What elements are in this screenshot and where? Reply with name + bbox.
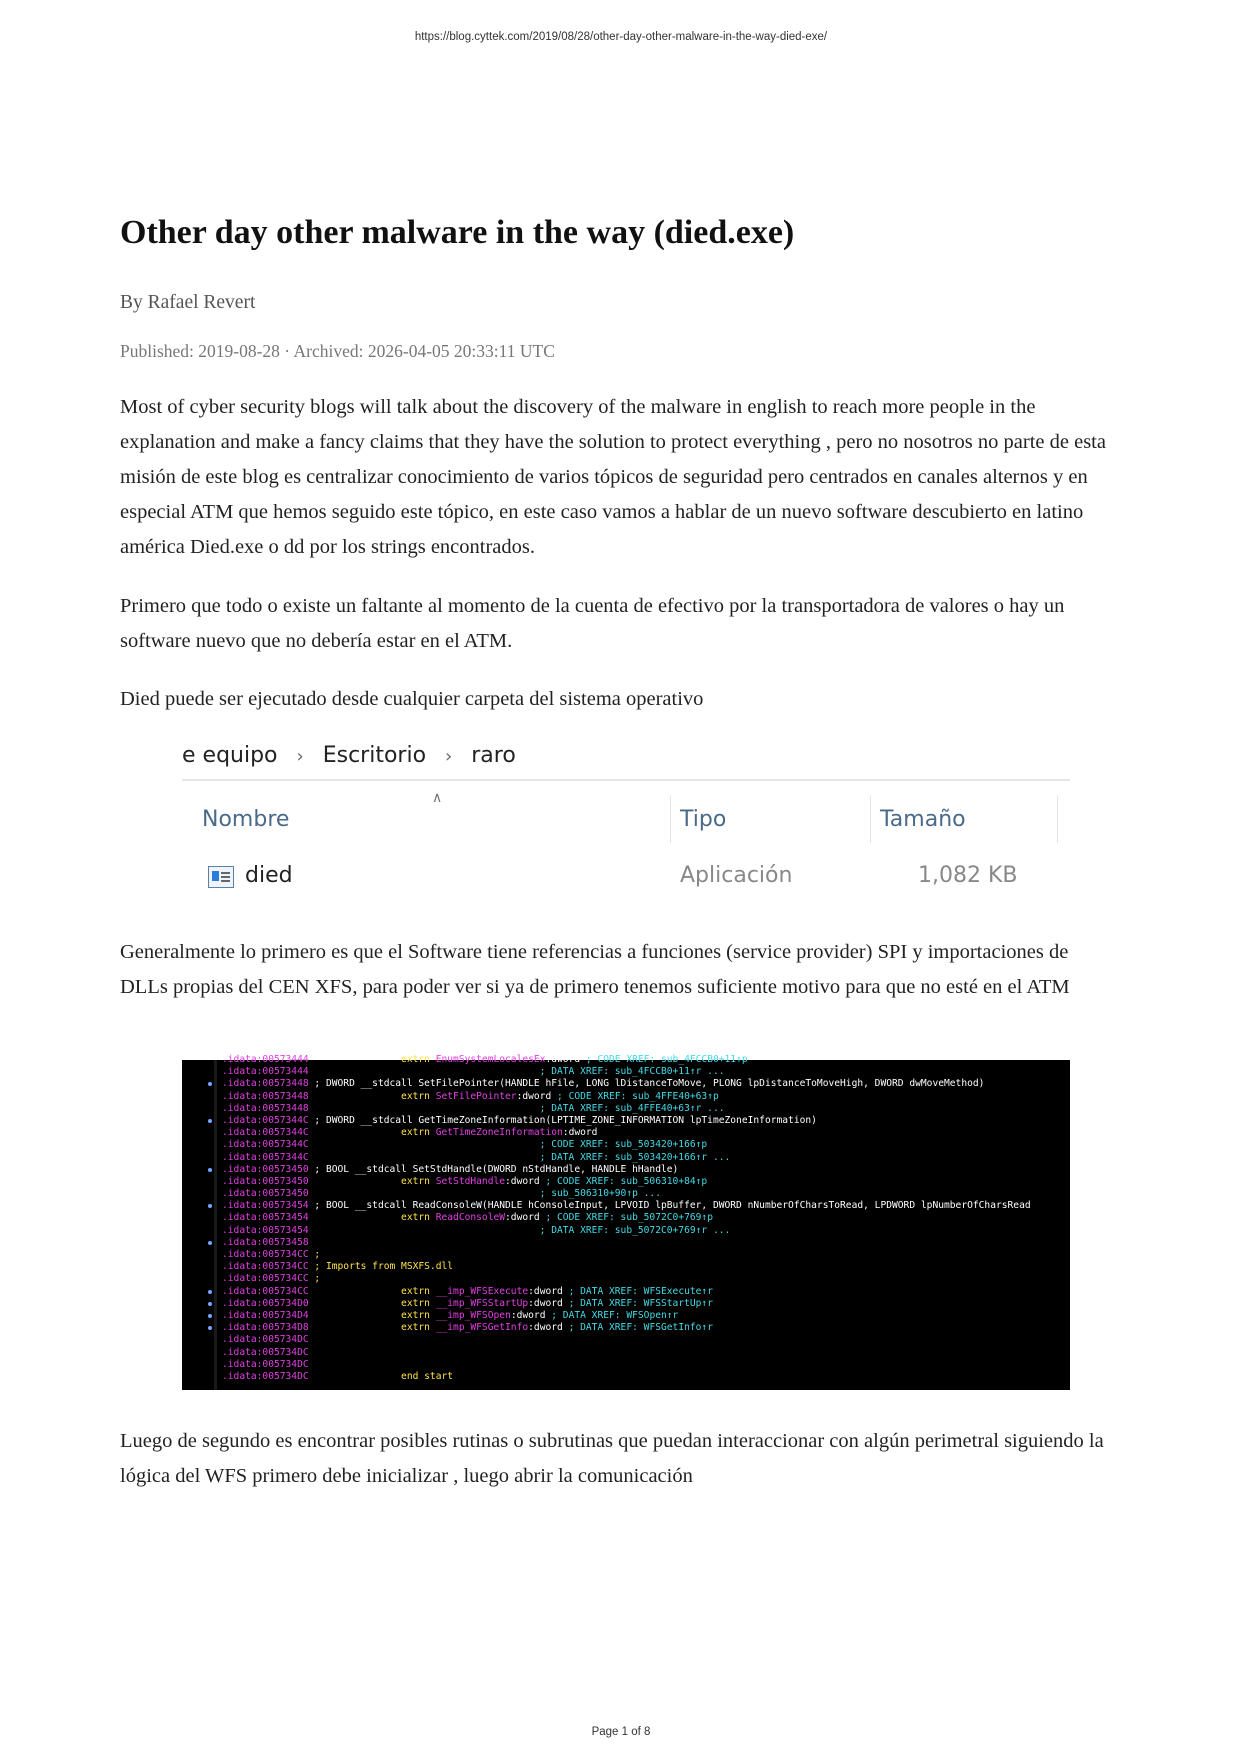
line-text: ; [308, 1249, 321, 1260]
column-divider [870, 795, 871, 843]
line-address: .idata:005734CC [222, 1249, 309, 1260]
disassembly-line [222, 1176, 1031, 1188]
page-url: https://blog.cyttek.com/2019/08/28/other-day-other-malware-in-the-way-died-exe/ [414, 31, 828, 43]
line-address: .idata:005734D0 [222, 1297, 309, 1309]
breadcrumb [182, 743, 516, 768]
disassembly-line [222, 1261, 1031, 1273]
listing-gutter [182, 1060, 217, 1390]
article-title: Other day other malware in the way (died.exe) [120, 214, 795, 251]
line-text: :dword [528, 1322, 569, 1334]
line-text: ; CODE XREF: sub_5072C0+769↑p [545, 1212, 713, 1224]
disassembly-line [222, 1054, 1031, 1066]
line-text: :dword [528, 1285, 569, 1297]
line-text: EnumSystemLocalesEx [435, 1054, 546, 1065]
line-text: GetTimeZoneInformation [435, 1127, 563, 1139]
line-text: ; DATA XREF: sub_4FFE40+63↑r ... [308, 1102, 725, 1114]
page-footer: Page 1 of 8 [591, 1726, 651, 1738]
bullet-marker-icon [208, 1326, 212, 1330]
line-text: :dword [516, 1090, 558, 1102]
bullet-marker-icon [208, 1302, 212, 1306]
line-text: :dword [510, 1309, 552, 1321]
line-text: extrn [308, 1054, 436, 1065]
file-type: Aplicación [680, 863, 793, 888]
disassembly-line [222, 1273, 1031, 1285]
bullet-marker-icon [208, 1204, 212, 1208]
line-text: ; DWORD __stdcall SetFilePointer(HANDLE hFile, LONG lDistanceToMove, PLONG lpDistanceToMoveHigh, DWORD dwMoveMethod) [308, 1078, 985, 1090]
line-text: extrn [308, 1127, 436, 1139]
bullet-marker-icon [208, 1082, 212, 1086]
column-header-name[interactable]: Nombre [202, 807, 290, 832]
paragraph-died: Died puede ser ejecutado desde cualquier carpeta del sistema operativo [120, 688, 704, 710]
paragraph-xfs: Generalmente lo primero es que el Software tiene referencias a funciones (service provider) SPI y importaciones de DLLs propias del CEN XFS, para poder ver si ya de primero tenemos suficiente motivo para que no esté en el ATM [120, 941, 1070, 998]
column-divider [1057, 795, 1058, 843]
line-address: .idata:00573448 [222, 1078, 309, 1090]
article-byline: By Rafael Revert [120, 292, 256, 313]
line-address: .idata:00573450 [222, 1188, 309, 1200]
line-address: .idata:00573454 [222, 1224, 309, 1236]
column-header-size[interactable]: Tamaño [880, 807, 966, 832]
disassembly-line [222, 1139, 1031, 1151]
line-text: ; DWORD __stdcall GetTimeZoneInformation(LPTIME_ZONE_INFORMATION lpTimeZoneInformation) [308, 1114, 817, 1126]
line-address: .idata:00573450 [222, 1175, 309, 1187]
line-address: .idata:00573448 [222, 1102, 309, 1114]
line-text: extrn [308, 1212, 436, 1224]
line-text: ; DATA XREF: sub_5072C0+769↑r ... [308, 1224, 731, 1236]
column-divider [670, 795, 671, 843]
ida-disassembly-screenshot [182, 1054, 1070, 1390]
disassembly-line [222, 1127, 1031, 1139]
line-address: .idata:005734DC [222, 1358, 309, 1370]
disassembly-line [222, 1298, 1031, 1310]
bullet-marker-icon [208, 1241, 212, 1245]
disassembly-line [222, 1334, 1031, 1346]
line-address: .idata:00573454 [222, 1200, 309, 1212]
line-text: __imp_WFSGetInfo [435, 1322, 529, 1334]
line-address: .idata:005734DC [222, 1346, 309, 1358]
line-text: extrn [308, 1309, 436, 1321]
line-text: ; CODE XREF: sub_4FCCB0+11↑p [585, 1054, 748, 1065]
line-text: SetFilePointer [435, 1090, 517, 1102]
line-text: ; DATA XREF: WFSStartUp↑r [568, 1297, 713, 1309]
disassembly-lines [222, 1054, 1031, 1383]
line-text: ReadConsoleW [435, 1212, 506, 1224]
line-address: .idata:00573458 [222, 1236, 309, 1248]
line-address: .idata:00573448 [222, 1090, 309, 1102]
line-text: :dword [545, 1054, 586, 1065]
line-address: .idata:00573450 [222, 1163, 309, 1175]
line-text: extrn [308, 1090, 436, 1102]
line-text: :dword [528, 1297, 569, 1309]
line-text: ; DATA XREF: WFSExecute↑r [568, 1285, 713, 1297]
line-text: :dword [505, 1212, 546, 1224]
chevron-right-icon: › [296, 746, 304, 767]
line-address: .idata:005734D4 [222, 1309, 309, 1321]
line-text: ; CODE XREF: sub_506310+84↑p [545, 1175, 708, 1187]
disassembly-line [222, 1103, 1031, 1115]
line-text: end start [308, 1370, 454, 1382]
line-text: ; DATA XREF: sub_4FCCB0+11↑r ... [308, 1066, 725, 1078]
disassembly-line [222, 1310, 1031, 1322]
file-name[interactable]: died [245, 863, 293, 888]
paragraph-routines: Luego de segundo es encontrar posibles rutinas o subrutinas que puedan interaccionar con algún perimetral siguiendo la lógica del WFS primero debe inicializar , luego abrir la comunicación [120, 1430, 1104, 1487]
breadcrumb-item[interactable]: raro [471, 743, 516, 768]
line-text: extrn [308, 1297, 436, 1309]
line-address: .idata:005734DC [222, 1370, 309, 1382]
disassembly-line [222, 1078, 1031, 1090]
file-size: 1,082 KB [918, 863, 1018, 888]
chevron-right-icon: › [445, 746, 453, 767]
line-address: .idata:005734CC [222, 1273, 309, 1285]
line-text: ; CODE XREF: sub_503420+166↑p [308, 1139, 708, 1151]
disassembly-line [222, 1091, 1031, 1103]
disassembly-line [222, 1359, 1031, 1371]
line-address: .idata:0057344C [222, 1114, 309, 1126]
line-text: __imp_WFSExecute [435, 1285, 529, 1297]
line-text: :dword [562, 1127, 598, 1139]
disassembly-line [222, 1212, 1031, 1224]
line-text: ; DATA XREF: sub_503420+166↑r ... [308, 1151, 731, 1163]
line-text: ; DATA XREF: WFSGetInfo↑r [568, 1322, 713, 1334]
bullet-marker-icon [208, 1290, 212, 1294]
disassembly-line [222, 1237, 1031, 1249]
line-text: __imp_WFSStartUp [435, 1297, 529, 1309]
disassembly-line [222, 1347, 1031, 1359]
disassembly-line [222, 1286, 1031, 1298]
line-text: ; [308, 1273, 321, 1285]
disassembly-line [222, 1115, 1031, 1127]
disassembly-line [222, 1200, 1031, 1212]
line-address: .idata:00573444 [222, 1066, 309, 1078]
line-address: .idata:0057344C [222, 1127, 309, 1139]
bullet-marker-icon [208, 1119, 212, 1123]
line-text: ; BOOL __stdcall SetStdHandle(DWORD nStdHandle, HANDLE hHandle) [308, 1163, 679, 1175]
disassembly-line [222, 1164, 1031, 1176]
line-text: extrn [308, 1175, 436, 1187]
breadcrumb-item[interactable]: Escritorio [322, 743, 427, 768]
line-text: extrn [308, 1285, 436, 1297]
line-text: SetStdHandle [435, 1175, 506, 1187]
line-address: .idata:0057344C [222, 1139, 309, 1151]
sort-caret-icon: ∧ [432, 790, 443, 806]
line-address: .idata:00573444 [222, 1054, 309, 1065]
disassembly-line [222, 1188, 1031, 1200]
line-text: ; DATA XREF: WFSOpen↑r [551, 1309, 679, 1321]
breadcrumb-item[interactable]: e equipo [182, 743, 278, 768]
disassembly-line [222, 1371, 1031, 1383]
disassembly-line [222, 1225, 1031, 1237]
paragraph-first: Primero que todo o existe un faltante al momento de la cuenta de efectivo por la transportadora de valores o hay un software nuevo que no debería estar en el ATM. [120, 595, 1065, 652]
line-address: .idata:005734DC [222, 1334, 309, 1346]
disassembly-line [222, 1066, 1031, 1078]
line-text: :dword [505, 1175, 546, 1187]
file-explorer-screenshot [182, 735, 1070, 910]
line-address: .idata:005734CC [222, 1285, 309, 1297]
line-text: ; sub_506310+90↑p ... [308, 1188, 661, 1200]
bullet-marker-icon [208, 1168, 212, 1172]
disassembly-line [222, 1322, 1031, 1334]
bullet-marker-icon [208, 1314, 212, 1318]
disassembly-line [222, 1249, 1031, 1261]
disassembly-line [222, 1152, 1031, 1164]
line-text: ; CODE XREF: sub_4FFE40+63↑p [557, 1090, 719, 1102]
line-text: __imp_WFSOpen [435, 1309, 511, 1321]
article-meta: Published: 2019-08-28 · Archived: 2026-04-05 20:33:11 UTC [120, 341, 555, 361]
line-address: .idata:0057344C [222, 1151, 309, 1163]
line-text: extrn [308, 1322, 436, 1334]
application-icon [208, 866, 234, 888]
line-address: .idata:005734CC [222, 1261, 309, 1273]
paragraph-intro: Most of cyber security blogs will talk about the discovery of the malware in english to reach more people in the explanation and make a fancy claims that they have the solution to protect everything , pero no nosotros no parte de esta misión de este blog es centralizar conocimiento de varios tópicos de seguridad pero centrados en canales alternos y en especial ATM que hemos seguido este tópico, en este caso vamos a hablar de un nuevo software descubierto en latino américa Died.exe o dd por los strings encontrados. [120, 396, 1106, 558]
line-text: ; Imports from MSXFS.dll [308, 1261, 454, 1273]
line-text: ; BOOL __stdcall ReadConsoleW(HANDLE hConsoleInput, LPVOID lpBuffer, DWORD nNumberOfCharsToRead, LPDWORD lpNumberOfCharsRead [308, 1200, 1031, 1212]
column-header-type[interactable]: Tipo [680, 807, 727, 832]
divider [182, 779, 1070, 781]
line-address: .idata:00573454 [222, 1212, 309, 1224]
line-address: .idata:005734D8 [222, 1322, 309, 1334]
